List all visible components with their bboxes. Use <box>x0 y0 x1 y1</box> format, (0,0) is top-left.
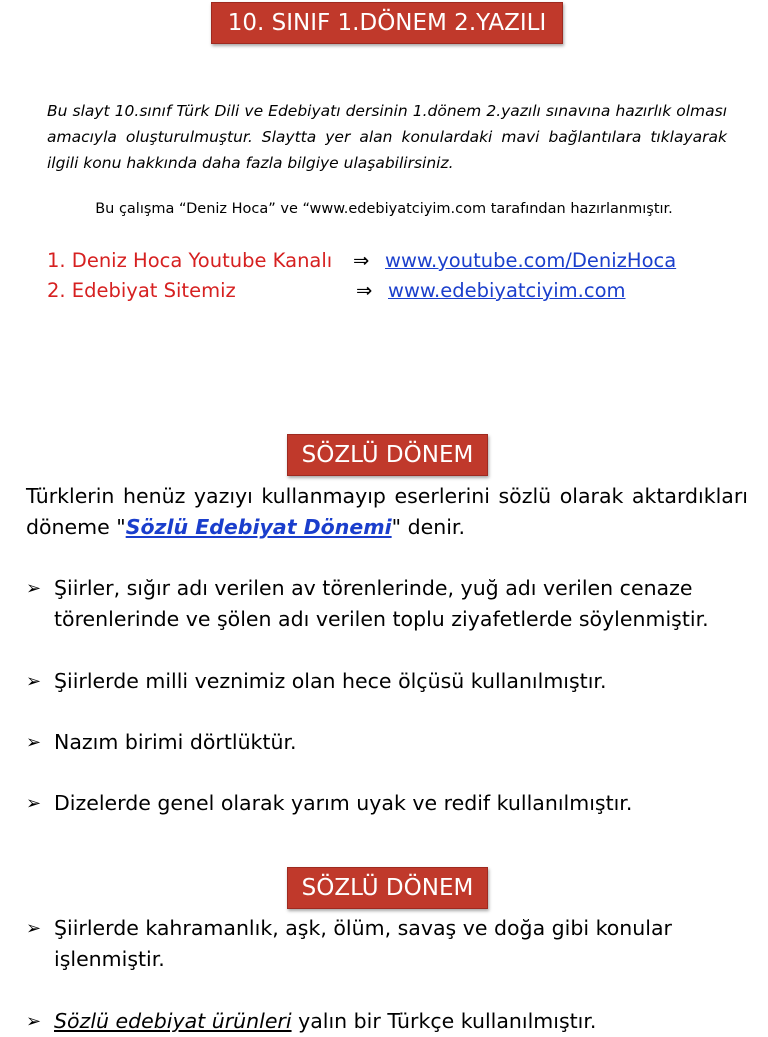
link-label-site: 2. Edebiyat Sitemiz <box>47 279 236 302</box>
slide3-title: SÖZLÜ DÖNEM <box>287 867 488 909</box>
sozlu-edebiyat-link[interactable]: Sözlü Edebiyat Dönemi <box>125 515 392 539</box>
bullet-item <box>26 573 746 635</box>
slide1-credit: Bu çalışma “Deniz Hoca” ve “www.edebiyatciyim.com tarafından hazırlanmıştır. <box>95 201 673 217</box>
bullet-text: Nazım birimi dörtlüktür. <box>54 730 297 754</box>
bullet-arrow-icon: ➢ <box>26 918 42 939</box>
slide2-intro <box>26 481 748 543</box>
bullet-text: Şiirler, sığır adı verilen av törenlerinde, yuğ adı verilen cenaze törenlerinde ve şölen adı verilen toplu ziyafetlerde söylenmiştir. <box>54 576 709 631</box>
bullet-item <box>26 913 746 975</box>
arrow-icon: ⇒ <box>353 249 370 272</box>
link-label-youtube: 1. Deniz Hoca Youtube Kanalı <box>47 249 333 272</box>
link-row-site <box>47 276 727 306</box>
link-list <box>47 246 727 306</box>
link-row-youtube <box>47 246 727 276</box>
bullet-text <box>54 1006 746 1037</box>
bullet-rest: yalın bir Türkçe kullanılmıştır. <box>291 1009 597 1033</box>
bullet-arrow-icon: ➢ <box>26 732 42 753</box>
bullet-text: Şiirlerde kahramanlık, aşk, ölüm, savaş ve doğa gibi konular işlenmiştir. <box>54 916 672 971</box>
bullet-text: Dizelerde genel olarak yarım uyak ve redif kullanılmıştır. <box>54 791 633 815</box>
youtube-link[interactable]: www.youtube.com/DenizHoca <box>385 249 677 272</box>
intro-text-after: " denir. <box>391 515 465 539</box>
bullet-item <box>26 1006 746 1037</box>
slide1-intro-text: Bu slayt 10.sınıf Türk Dili ve Edebiyatı dersinin 1.dönem 2.yazılı sınavına hazırlık olması amacıyla oluşturulmuştur. Slaytta yer alan konulardaki mavi bağlantılara tıklayarak ilgili konu hakkında daha fazla bilgiye ulaşabilirsiniz. <box>47 102 727 172</box>
bullet-text: Şiirlerde milli veznimiz olan hece ölçüsü kullanılmıştır. <box>54 669 607 693</box>
bullet-arrow-icon: ➢ <box>26 793 42 814</box>
bullet-item <box>26 727 746 758</box>
intro-text-before: Türklerin henüz yazıyı kullanmayıp eserlerini sözlü olarak aktardıkları döneme " <box>26 484 748 539</box>
website-link[interactable]: www.edebiyatciyim.com <box>388 279 626 302</box>
bullet-item <box>26 666 746 697</box>
bullet-arrow-icon: ➢ <box>26 1011 42 1032</box>
bullet-arrow-icon: ➢ <box>26 671 42 692</box>
bullet-item <box>26 788 746 819</box>
bullet-italic-term: Sözlü edebiyat ürünleri <box>54 1009 292 1033</box>
slide1-title: 10. SINIF 1.DÖNEM 2.YAZILI <box>211 2 563 44</box>
arrow-icon: ⇒ <box>356 279 373 302</box>
slide2-title: SÖZLÜ DÖNEM <box>287 434 488 476</box>
bullet-arrow-icon: ➢ <box>26 578 42 599</box>
